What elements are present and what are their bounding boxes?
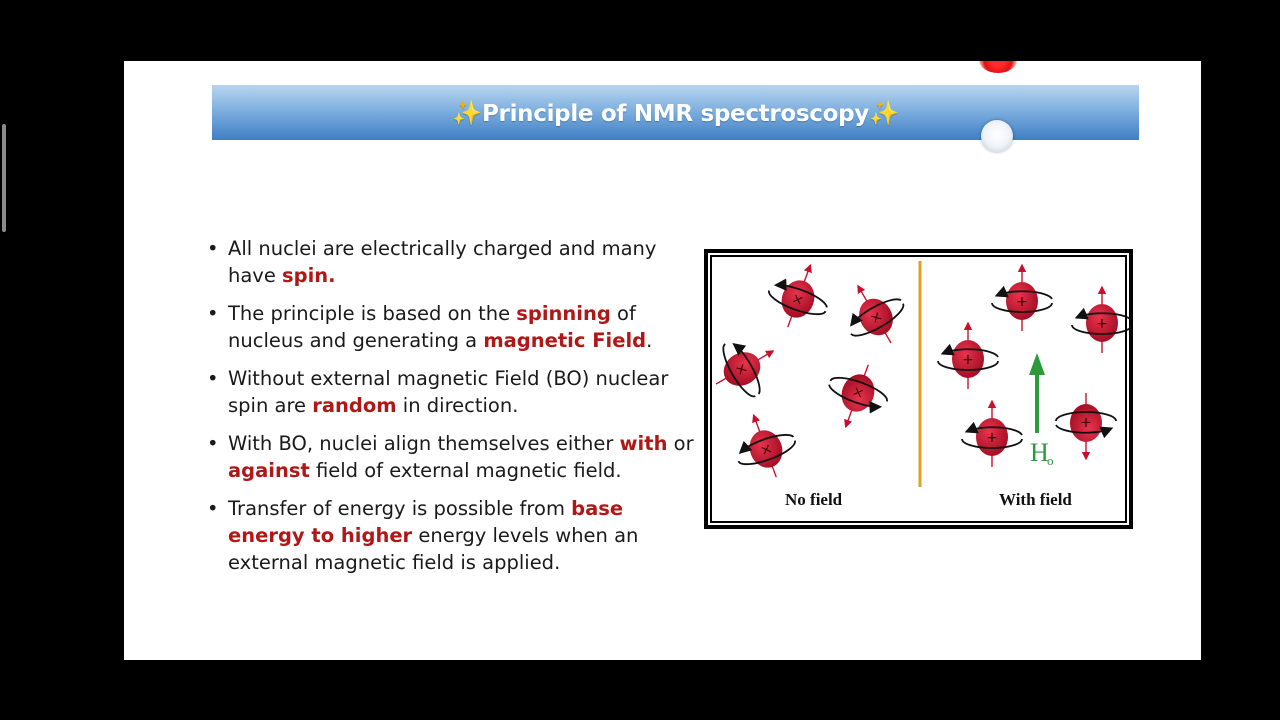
bullet-text: With BO, nuclei align themselves either <box>228 432 620 455</box>
scrollbar-thumb[interactable] <box>2 124 6 232</box>
field-subscript: o <box>1047 453 1054 468</box>
highlighted-term: random <box>312 394 397 417</box>
nucleus <box>992 265 1052 331</box>
svg-text:×: × <box>731 360 751 379</box>
bullet-text: Without external magnetic Field (BO) nuclear spin are <box>228 367 669 417</box>
bullet-text: energy levels when an external magnetic field is applied. <box>228 524 639 574</box>
sparkle-icon: ✨ <box>869 98 899 127</box>
field-arrow <box>1029 353 1045 433</box>
bullet-text: field of external magnetic field. <box>309 459 622 482</box>
svg-text:+: + <box>1096 316 1108 332</box>
nmr-spin-diagram <box>710 255 1131 527</box>
svg-text:×: × <box>758 440 775 460</box>
bullet-text: or <box>667 432 694 455</box>
laser-pointer-dot <box>979 61 1017 73</box>
svg-text:×: × <box>850 382 867 402</box>
highlighted-term: against <box>228 459 310 482</box>
bullet-item <box>204 365 694 419</box>
bullet-dot: • <box>207 367 219 390</box>
label-with-field: With field <box>999 490 1072 509</box>
bullet-dot: • <box>207 237 219 260</box>
nucleus <box>725 405 804 488</box>
bullet-text: Transfer of energy is possible from <box>228 497 572 520</box>
nucleus <box>832 271 917 358</box>
bullet-item <box>204 430 694 484</box>
bullet-text: The principle is based on the <box>228 302 517 325</box>
slide-title <box>452 99 898 127</box>
bullet-item <box>204 300 694 354</box>
svg-text:+: + <box>962 352 974 368</box>
svg-text:×: × <box>789 290 806 310</box>
bullet-text: . <box>646 329 653 352</box>
nucleus <box>938 323 998 389</box>
slide-title-text: Principle of NMR spectroscopy <box>481 100 869 127</box>
bullet-text: in direction. <box>396 394 519 417</box>
nucleus <box>817 355 896 438</box>
svg-text:+: + <box>1080 414 1092 430</box>
highlighted-term: magnetic Field <box>483 329 647 352</box>
bullet-dot: • <box>207 302 219 325</box>
highlighted-term: base energy to higher <box>228 497 624 547</box>
bullet-dot: • <box>207 432 219 455</box>
highlighted-term: spinning <box>516 302 611 325</box>
nucleus <box>1056 393 1116 459</box>
nucleus <box>962 401 1022 467</box>
sparkle-icon: ✨ <box>452 98 482 127</box>
svg-text:×: × <box>867 308 886 328</box>
bullet-text: All nuclei are electrically charged and many have <box>228 237 657 287</box>
svg-text:+: + <box>1016 294 1028 310</box>
bullet-text: of nucleus and generating a <box>228 302 636 352</box>
nucleus <box>1072 287 1131 353</box>
field-label: H <box>1030 438 1049 467</box>
nucleus <box>710 325 788 410</box>
bullet-list <box>204 235 694 587</box>
label-no-field: No field <box>785 490 843 509</box>
nucleus <box>760 255 839 337</box>
bullet-item <box>204 235 694 289</box>
svg-text:+: + <box>986 430 998 446</box>
nmr-spin-figure <box>704 249 1133 529</box>
bullet-item <box>204 495 694 576</box>
bullet-dot: • <box>207 497 219 520</box>
cursor-circle-icon <box>981 120 1013 152</box>
highlighted-term: spin. <box>282 264 336 287</box>
highlighted-term: with <box>619 432 668 455</box>
slide <box>124 61 1201 660</box>
